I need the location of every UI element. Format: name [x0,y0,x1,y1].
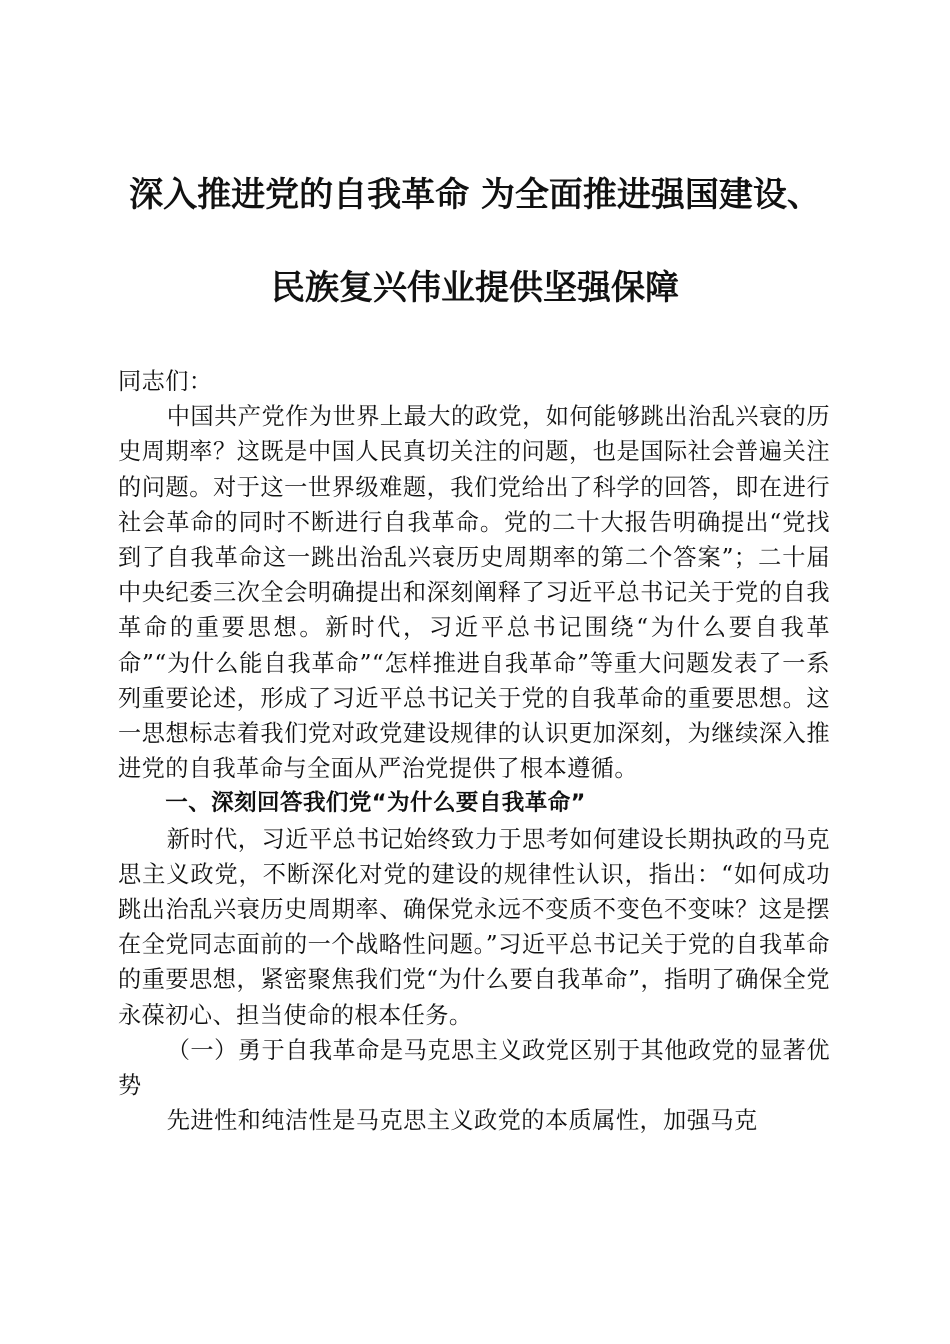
document-title-line-2: 民族复兴伟业提供坚强保障 [271,268,679,308]
subsection-heading-1: （一）勇于自我革命是马克思主义政党区别于其他政党的显著优势 [118,1036,830,1100]
section-heading-1: 一、深刻回答我们党“为什么要自我革命” [165,790,586,817]
document-title-line-1: 深入推进党的自我革命 为全面推进强国建设、 [129,175,821,215]
paragraph-section-1: 新时代，习近平总书记始终致力于思考如何建设长期执政的马克思主义政党，不断深化对党的建设的规律性认识，指出：“如何成功跳出治乱兴衰历史周期率、确保党永远不变质不变色不变味？这是摆在全党同志面前的一个战略性问题。”习近平总书记关于党的自我革命的重要思想，紧密聚焦我们党“为什么要自我革命”，指明了确保全党永葆初心、担当使命的根本任务。 [118,825,830,1029]
document-body [118,364,830,1138]
paragraph-intro: 中国共产党作为世界上最大的政党，如何能够跳出治乱兴衰的历史周期率？这既是中国人民真切关注的问题，也是国际社会普遍关注的问题。对于这一世界级难题，我们党给出了科学的回答，即在进行社会革命的同时不断进行自我革命。党的二十大报告明确提出“党找到了自我革命这一跳出治乱兴衰历史周期率的第二个答案”；二十届中央纪委三次全会明确提出和深刻阐释了习近平总书记关于党的自我革命的重要思想。新时代，习近平总书记围绕“为什么要自我革命”“为什么能自我革命”“怎样推进自我革命”等重大问题发表了一系列重要论述，形成了习近平总书记关于党的自我革命的重要思想。这一思想标志着我们党对政党建设规律的认识更加深刻，为继续深入推进党的自我革命与全面从严治党提供了根本遵循。 [118,403,830,783]
salutation: 同志们： [118,368,213,395]
paragraph-subsection-1: 先进性和纯洁性是马克思主义政党的本质属性，加强马克 [166,1107,758,1135]
